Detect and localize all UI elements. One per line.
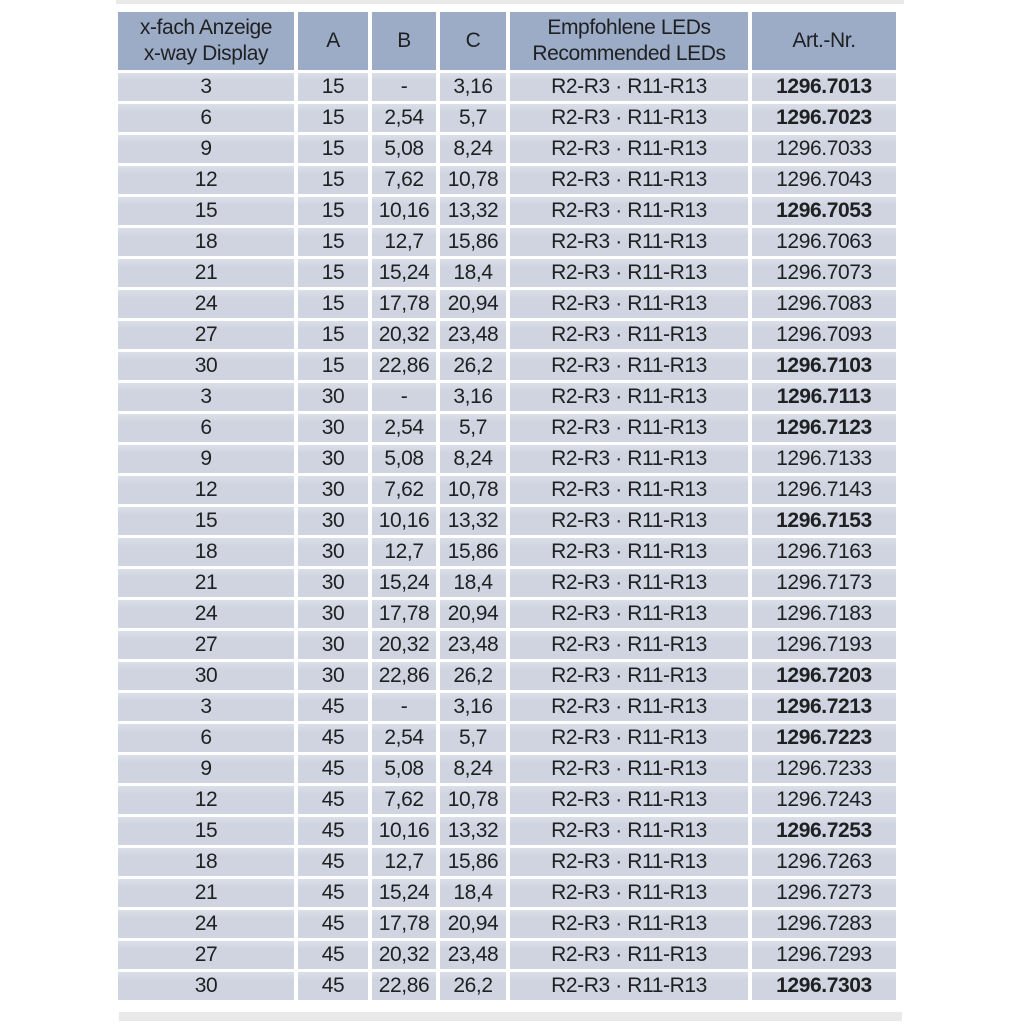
cell-c: 3,16 <box>440 383 506 411</box>
cell-a: 45 <box>298 786 368 814</box>
cell-b: - <box>372 383 436 411</box>
cell-c: 23,48 <box>440 321 506 349</box>
cell-a: 45 <box>298 817 368 845</box>
cell-art-nr: 1296.7123 <box>752 414 896 442</box>
cell-c: 20,94 <box>440 910 506 938</box>
cell-art-nr: 1296.7273 <box>752 879 896 907</box>
cell-display: 21 <box>118 259 294 287</box>
cell-c: 3,16 <box>440 693 506 721</box>
header-b-label: B <box>397 29 411 52</box>
table-row <box>118 755 896 783</box>
cell-display: 15 <box>118 507 294 535</box>
cell-c: 15,86 <box>440 228 506 256</box>
cell-art-nr: 1296.7023 <box>752 104 896 132</box>
cell-display: 9 <box>118 755 294 783</box>
cell-c: 10,78 <box>440 476 506 504</box>
header-art-nr-label: Art.-Nr. <box>792 29 856 52</box>
cell-b: - <box>372 693 436 721</box>
table-row <box>118 910 896 938</box>
cell-leds: R2-R3 · R11-R13 <box>510 73 748 101</box>
cell-display: 18 <box>118 538 294 566</box>
cell-art-nr: 1296.7173 <box>752 569 896 597</box>
cell-b: 10,16 <box>372 197 436 225</box>
cell-b: 20,32 <box>372 321 436 349</box>
cell-display: 24 <box>118 290 294 318</box>
table-row <box>118 662 896 690</box>
cell-a: 30 <box>298 445 368 473</box>
cell-display: 3 <box>118 73 294 101</box>
table-row <box>118 817 896 845</box>
cell-art-nr: 1296.7203 <box>752 662 896 690</box>
cell-art-nr: 1296.7073 <box>752 259 896 287</box>
cell-c: 8,24 <box>440 135 506 163</box>
cell-b: 22,86 <box>372 662 436 690</box>
cell-b: 5,08 <box>372 445 436 473</box>
cell-art-nr: 1296.7233 <box>752 755 896 783</box>
cell-art-nr: 1296.7013 <box>752 73 896 101</box>
cell-display: 15 <box>118 197 294 225</box>
table-row <box>118 73 896 101</box>
header-art-nr <box>752 12 896 70</box>
table-row <box>118 786 896 814</box>
cell-b: 2,54 <box>372 724 436 752</box>
cell-c: 10,78 <box>440 166 506 194</box>
cell-leds: R2-R3 · R11-R13 <box>510 631 748 659</box>
cell-b: 2,54 <box>372 414 436 442</box>
cell-display: 27 <box>118 941 294 969</box>
cell-leds: R2-R3 · R11-R13 <box>510 600 748 628</box>
cell-leds: R2-R3 · R11-R13 <box>510 445 748 473</box>
table-row <box>118 290 896 318</box>
table-row <box>118 259 896 287</box>
cell-leds: R2-R3 · R11-R13 <box>510 972 748 1000</box>
cell-b: 20,32 <box>372 631 436 659</box>
table-row <box>118 414 896 442</box>
cell-c: 26,2 <box>440 972 506 1000</box>
cell-a: 30 <box>298 538 368 566</box>
cell-leds: R2-R3 · R11-R13 <box>510 476 748 504</box>
cell-c: 15,86 <box>440 538 506 566</box>
cell-leds: R2-R3 · R11-R13 <box>510 538 748 566</box>
cell-c: 18,4 <box>440 259 506 287</box>
table-row <box>118 135 896 163</box>
cell-leds: R2-R3 · R11-R13 <box>510 507 748 535</box>
table-row <box>118 569 896 597</box>
cell-display: 30 <box>118 352 294 380</box>
cell-a: 45 <box>298 879 368 907</box>
table-row <box>118 445 896 473</box>
table-row <box>118 197 896 225</box>
table-row <box>118 507 896 535</box>
cell-leds: R2-R3 · R11-R13 <box>510 259 748 287</box>
cell-c: 18,4 <box>440 569 506 597</box>
cell-display: 21 <box>118 569 294 597</box>
table-row <box>118 972 896 1000</box>
cell-c: 8,24 <box>440 445 506 473</box>
cell-c: 18,4 <box>440 879 506 907</box>
cell-leds: R2-R3 · R11-R13 <box>510 414 748 442</box>
cell-c: 20,94 <box>440 600 506 628</box>
cell-b: 15,24 <box>372 569 436 597</box>
cell-a: 30 <box>298 383 368 411</box>
header-b <box>372 12 436 70</box>
cell-display: 12 <box>118 786 294 814</box>
cell-a: 45 <box>298 910 368 938</box>
header-c-label: C <box>465 29 481 52</box>
cell-display: 9 <box>118 135 294 163</box>
cell-leds: R2-R3 · R11-R13 <box>510 755 748 783</box>
cell-b: 7,62 <box>372 786 436 814</box>
cell-b: 2,54 <box>372 104 436 132</box>
cell-art-nr: 1296.7153 <box>752 507 896 535</box>
cell-art-nr: 1296.7253 <box>752 817 896 845</box>
cell-b: 12,7 <box>372 228 436 256</box>
cell-leds: R2-R3 · R11-R13 <box>510 135 748 163</box>
cell-display: 6 <box>118 414 294 442</box>
cell-leds: R2-R3 · R11-R13 <box>510 848 748 876</box>
cell-leds: R2-R3 · R11-R13 <box>510 321 748 349</box>
cell-a: 15 <box>298 259 368 287</box>
cell-display: 6 <box>118 104 294 132</box>
cell-leds: R2-R3 · R11-R13 <box>510 879 748 907</box>
table-body <box>118 73 896 1000</box>
cell-display: 30 <box>118 972 294 1000</box>
cell-b: 17,78 <box>372 290 436 318</box>
cell-a: 15 <box>298 197 368 225</box>
cell-b: 12,7 <box>372 538 436 566</box>
cell-c: 8,24 <box>440 755 506 783</box>
cell-c: 13,32 <box>440 507 506 535</box>
cell-b: 12,7 <box>372 848 436 876</box>
table-row <box>118 879 896 907</box>
table-row <box>118 321 896 349</box>
cell-a: 30 <box>298 631 368 659</box>
cell-display: 12 <box>118 166 294 194</box>
cell-b: 15,24 <box>372 259 436 287</box>
cell-leds: R2-R3 · R11-R13 <box>510 104 748 132</box>
cell-leds: R2-R3 · R11-R13 <box>510 786 748 814</box>
cell-a: 30 <box>298 507 368 535</box>
cell-display: 18 <box>118 228 294 256</box>
cell-leds: R2-R3 · R11-R13 <box>510 910 748 938</box>
cell-c: 26,2 <box>440 352 506 380</box>
cell-art-nr: 1296.7053 <box>752 197 896 225</box>
cell-b: 7,62 <box>372 166 436 194</box>
cell-c: 13,32 <box>440 817 506 845</box>
cell-display: 27 <box>118 631 294 659</box>
cell-art-nr: 1296.7143 <box>752 476 896 504</box>
header-display <box>118 12 294 70</box>
cell-a: 15 <box>298 104 368 132</box>
page-edge-strip-bottom <box>119 1012 902 1021</box>
table-row <box>118 941 896 969</box>
cell-leds: R2-R3 · R11-R13 <box>510 228 748 256</box>
cell-a: 30 <box>298 414 368 442</box>
cell-display: 15 <box>118 817 294 845</box>
cell-a: 45 <box>298 755 368 783</box>
cell-art-nr: 1296.7133 <box>752 445 896 473</box>
cell-c: 13,32 <box>440 197 506 225</box>
cell-display: 18 <box>118 848 294 876</box>
table-row <box>118 693 896 721</box>
cell-b: 7,62 <box>372 476 436 504</box>
cell-art-nr: 1296.7163 <box>752 538 896 566</box>
cell-b: 10,16 <box>372 507 436 535</box>
cell-leds: R2-R3 · R11-R13 <box>510 693 748 721</box>
header-display-line2: x-way Display <box>143 42 269 65</box>
cell-leds: R2-R3 · R11-R13 <box>510 197 748 225</box>
cell-art-nr: 1296.7263 <box>752 848 896 876</box>
cell-art-nr: 1296.7223 <box>752 724 896 752</box>
cell-display: 12 <box>118 476 294 504</box>
header-c <box>440 12 506 70</box>
cell-art-nr: 1296.7043 <box>752 166 896 194</box>
header-row <box>118 12 896 70</box>
cell-leds: R2-R3 · R11-R13 <box>510 352 748 380</box>
cell-a: 30 <box>298 600 368 628</box>
cell-c: 10,78 <box>440 786 506 814</box>
cell-a: 45 <box>298 693 368 721</box>
cell-art-nr: 1296.7193 <box>752 631 896 659</box>
header-leds-line1: Empfohlene LEDs <box>547 16 711 39</box>
cell-c: 5,7 <box>440 104 506 132</box>
cell-display: 6 <box>118 724 294 752</box>
cell-c: 5,7 <box>440 414 506 442</box>
cell-display: 27 <box>118 321 294 349</box>
cell-a: 15 <box>298 321 368 349</box>
cell-leds: R2-R3 · R11-R13 <box>510 569 748 597</box>
cell-b: 22,86 <box>372 352 436 380</box>
cell-b: 10,16 <box>372 817 436 845</box>
cell-leds: R2-R3 · R11-R13 <box>510 290 748 318</box>
table-row <box>118 352 896 380</box>
cell-leds: R2-R3 · R11-R13 <box>510 817 748 845</box>
table-header <box>118 12 896 70</box>
cell-c: 20,94 <box>440 290 506 318</box>
cell-display: 3 <box>118 383 294 411</box>
cell-art-nr: 1296.7293 <box>752 941 896 969</box>
cell-c: 23,48 <box>440 631 506 659</box>
cell-display: 3 <box>118 693 294 721</box>
cell-art-nr: 1296.7303 <box>752 972 896 1000</box>
cell-b: 5,08 <box>372 755 436 783</box>
cell-art-nr: 1296.7033 <box>752 135 896 163</box>
cell-display: 24 <box>118 600 294 628</box>
cell-leds: R2-R3 · R11-R13 <box>510 941 748 969</box>
cell-a: 45 <box>298 972 368 1000</box>
cell-b: 22,86 <box>372 972 436 1000</box>
table-row <box>118 228 896 256</box>
table-row <box>118 166 896 194</box>
cell-b: 17,78 <box>372 600 436 628</box>
cell-art-nr: 1296.7113 <box>752 383 896 411</box>
cell-a: 45 <box>298 724 368 752</box>
cell-b: 15,24 <box>372 879 436 907</box>
header-a <box>298 12 368 70</box>
cell-display: 24 <box>118 910 294 938</box>
cell-a: 30 <box>298 476 368 504</box>
table-row <box>118 600 896 628</box>
header-display-line1: x-fach Anzeige <box>139 16 273 39</box>
led-display-spec-table <box>114 9 900 1003</box>
cell-a: 30 <box>298 662 368 690</box>
cell-art-nr: 1296.7283 <box>752 910 896 938</box>
table-row <box>118 104 896 132</box>
cell-art-nr: 1296.7083 <box>752 290 896 318</box>
page-edge-strip-top <box>116 0 904 4</box>
cell-art-nr: 1296.7093 <box>752 321 896 349</box>
cell-a: 15 <box>298 166 368 194</box>
cell-a: 30 <box>298 569 368 597</box>
cell-b: 5,08 <box>372 135 436 163</box>
cell-b: 20,32 <box>372 941 436 969</box>
cell-b: 17,78 <box>372 910 436 938</box>
header-a-label: A <box>326 29 340 52</box>
cell-a: 15 <box>298 135 368 163</box>
cell-c: 15,86 <box>440 848 506 876</box>
cell-a: 45 <box>298 941 368 969</box>
cell-display: 9 <box>118 445 294 473</box>
cell-c: 26,2 <box>440 662 506 690</box>
cell-a: 45 <box>298 848 368 876</box>
cell-c: 5,7 <box>440 724 506 752</box>
cell-display: 30 <box>118 662 294 690</box>
cell-art-nr: 1296.7063 <box>752 228 896 256</box>
table-row <box>118 538 896 566</box>
table-row <box>118 848 896 876</box>
header-leds <box>510 12 748 70</box>
table-row <box>118 631 896 659</box>
cell-leds: R2-R3 · R11-R13 <box>510 166 748 194</box>
cell-art-nr: 1296.7183 <box>752 600 896 628</box>
cell-art-nr: 1296.7103 <box>752 352 896 380</box>
cell-a: 15 <box>298 228 368 256</box>
cell-leds: R2-R3 · R11-R13 <box>510 662 748 690</box>
table-row <box>118 724 896 752</box>
cell-leds: R2-R3 · R11-R13 <box>510 724 748 752</box>
cell-display: 21 <box>118 879 294 907</box>
header-leds-line2: Recommended LEDs <box>532 42 726 65</box>
cell-c: 3,16 <box>440 73 506 101</box>
cell-art-nr: 1296.7243 <box>752 786 896 814</box>
table-row <box>118 383 896 411</box>
cell-leds: R2-R3 · R11-R13 <box>510 383 748 411</box>
table-row <box>118 476 896 504</box>
cell-c: 23,48 <box>440 941 506 969</box>
cell-a: 15 <box>298 73 368 101</box>
cell-b: - <box>372 73 436 101</box>
cell-a: 15 <box>298 290 368 318</box>
cell-art-nr: 1296.7213 <box>752 693 896 721</box>
cell-a: 15 <box>298 352 368 380</box>
